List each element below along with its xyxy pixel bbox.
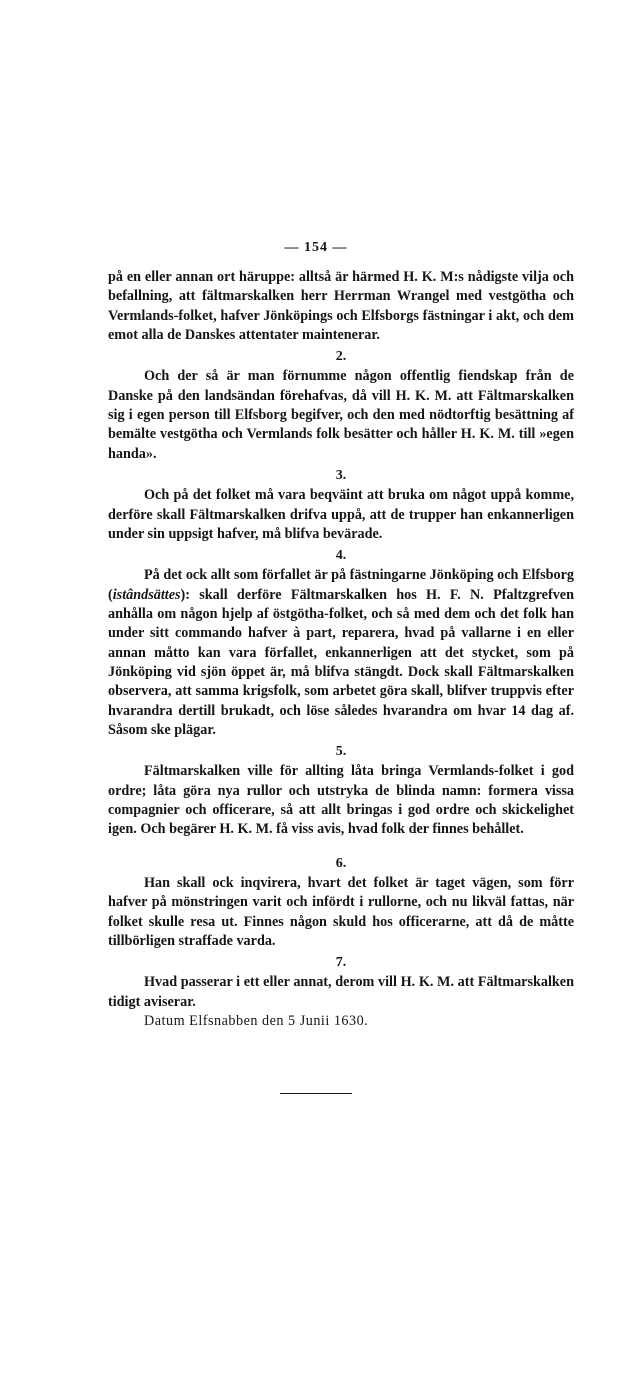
intro-paragraph: på en eller annan ort häruppe: alltså är härmed H. K. M:s nådigste vilja och befallning, att fältmarskalken herr Herrman Wrangel med vestgötha och Vermlands-folket, hafver Jönköpings och Elfsborgs fästningar i akt, och dem emot alla de Danskes attentater maintenerar. — [108, 269, 574, 343]
dateline: Datum Elfsnabben den 5 Junii 1630. — [144, 1012, 369, 1029]
section-text-4 — [108, 566, 574, 740]
section-text-7: Hvad passerar i ett eller annat, derom vill H. K. M. att Fältmarskalken tidigt aviserar. — [108, 974, 574, 1010]
document-body — [108, 268, 574, 1031]
section-number-7: 7. — [335, 955, 347, 971]
section-text-3: Och på det folket må vara beqväint att bruka om något uppå komme, derföre skall Fältmarskalken drifva uppå, att de trupper han enkannerligen under sin uppsigt hafver, må blifva bevärade. — [108, 487, 574, 542]
section-text-4-part-2: ): skall derföre Fältmarskalken hos H. F. N. Pfaltzgrefven anhålla om någon hjelp af östgötha-folket, och så med dem och det folk han under sitt commando hafver à part, reparera, hvad på vallarne i en eller annan måtto kan vara förfallet, enkannerligen att det stycket, som på Jönköping vid sjön öppet är, må blifva stängdt. Dock skall Fältmarskalken observera, att samma krigsfolk, som arbetet göra skall, blifver truppvis efter hvarandra dertill brukadt, och löse således hvarandra om hvar 14 dag af. Såsom ske plägar. — [108, 586, 574, 738]
section-number-6: 6. — [335, 855, 347, 871]
section-text-4-part-1: På det ock allt som förfallet är på fästningarne Jönköping och Elfsborg ( — [108, 567, 574, 603]
section-text-5: Fältmarskalken ville för allting låta bringa Vermlands-folket i god ordre; låta göra nya rullor och utstryka de blinda namn: formera vissa compagnier och officerare, så att allt bringas i god ordre och skickelighet igen. Och begärer H. K. M. få viss avis, hvad folk der finnes behållet. — [108, 763, 574, 838]
section-number-5: 5. — [335, 744, 347, 760]
section-text-6: Han skall ock inqvirera, hvart det folket är taget vägen, som förr hafver på mönstringen varit och infördt i rullorne, och nu likväl fattas, när folket skulle resa ut. Finnes någon skuld hos officerarne, att då de måtte tillbörligen straffade varda. — [108, 874, 574, 949]
section-text-4-italic-term: istândsättes — [112, 586, 181, 603]
section-text-2: Och der så är man förnumme någon offentlig fiendskap från de Danske på den landsändan förehafvas, då vill H. K. M. att Fältmarskalken sig i egen person till Elfsborg begifver, och den med nödtorftig besättning af bemälte vestgötha och Vermlands folk besätter och håller H. K. M. till »egen handa». — [108, 368, 574, 462]
section-number-3: 3. — [335, 467, 347, 483]
section-number-2: 2. — [335, 349, 347, 365]
page-number: — 154 — — [284, 240, 348, 255]
section-number-4: 4. — [335, 548, 347, 564]
end-rule — [280, 1093, 352, 1094]
